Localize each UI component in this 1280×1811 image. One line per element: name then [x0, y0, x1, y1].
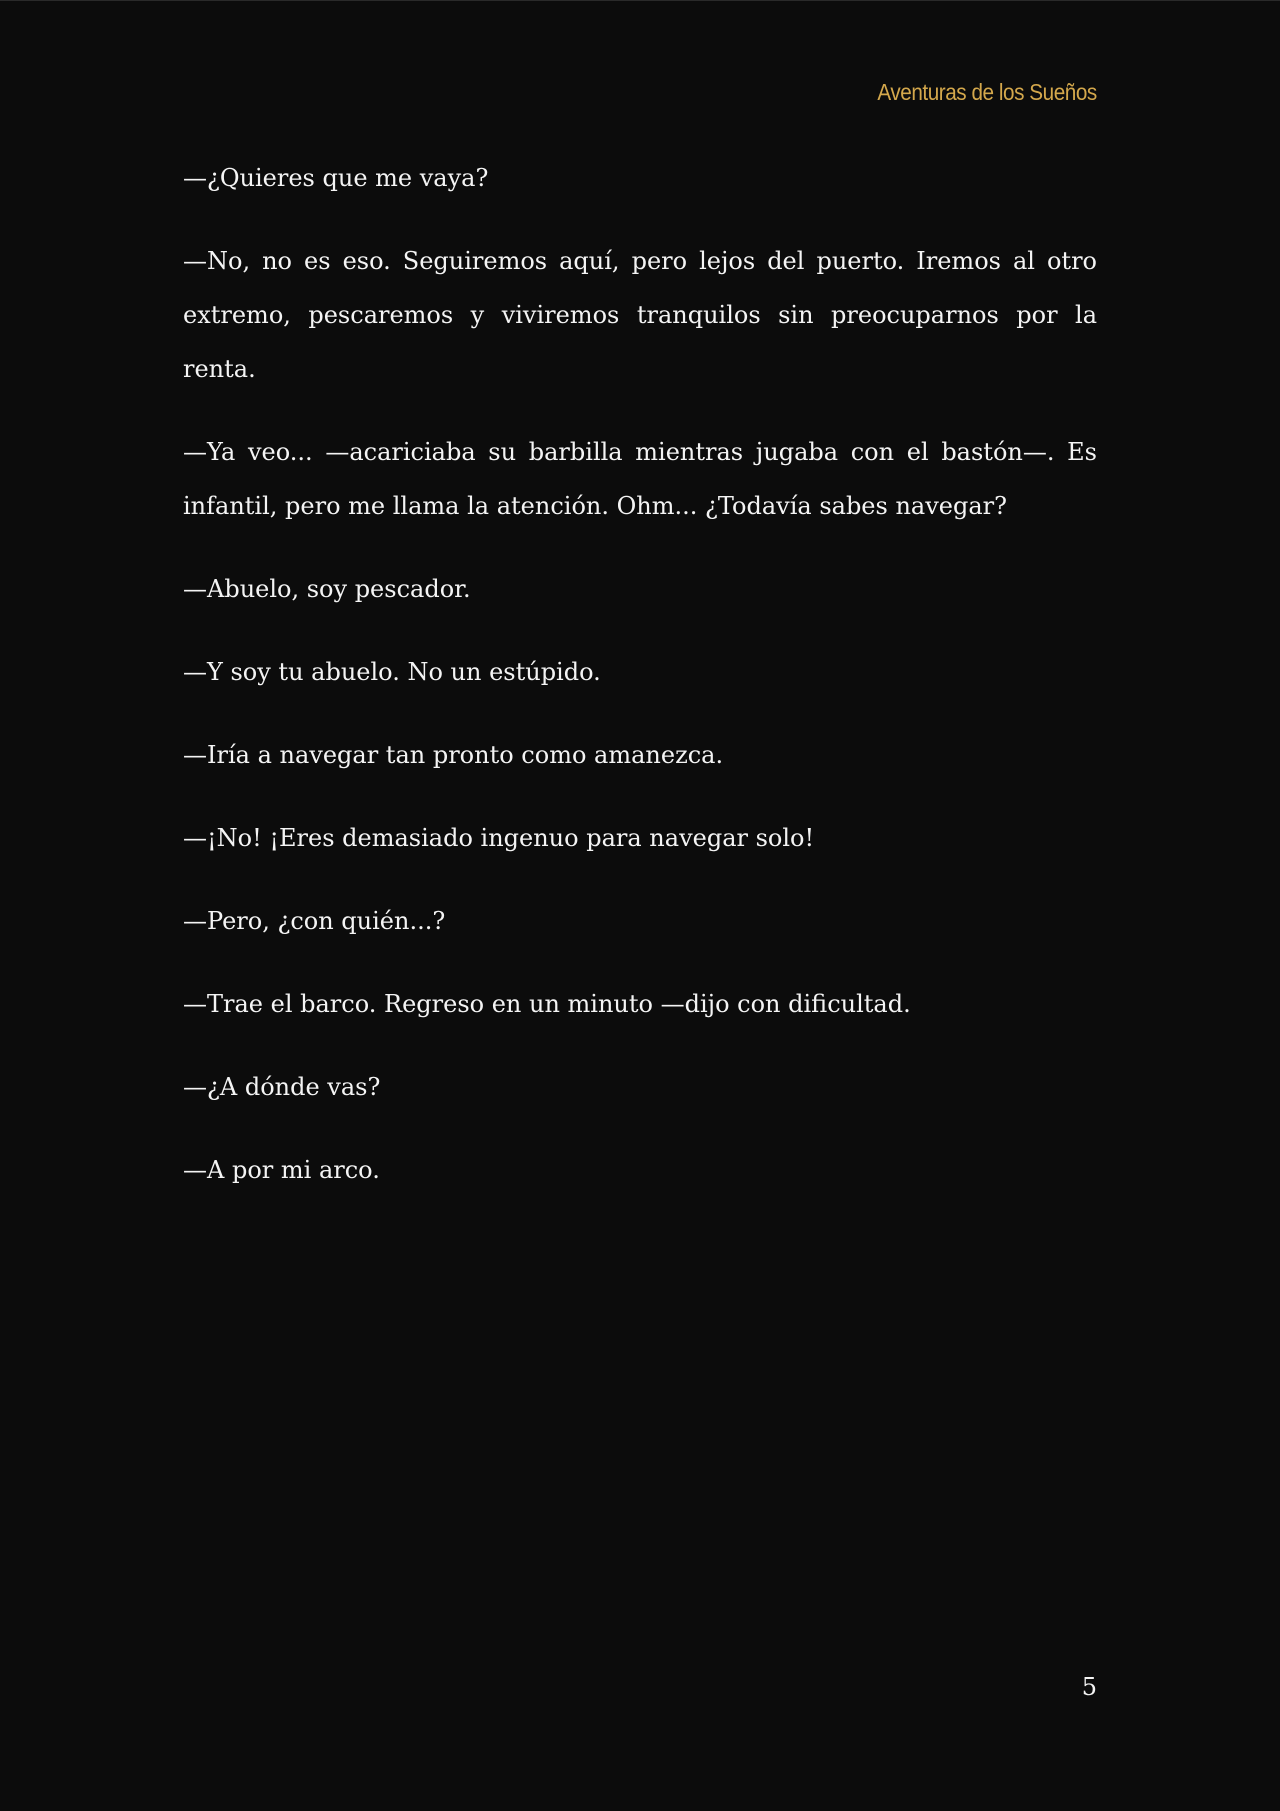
paragraph: —Iría a navegar tan pronto como amanezca.	[183, 741, 724, 769]
paragraph: —A por mi arco.	[183, 1156, 380, 1184]
paragraph: —Y soy tu abuelo. No un estúpido.	[183, 658, 601, 686]
page-body-text	[183, 151, 1097, 1226]
paragraph: —Pero, ¿con quién...?	[183, 907, 446, 935]
paragraph: —Trae el barco. Regreso en un minuto —dijo con dificultad.	[183, 990, 911, 1018]
paragraph: —¿A dónde vas?	[183, 1073, 381, 1101]
running-header-title: Aventuras de los Sueños	[877, 79, 1097, 105]
book-page	[0, 1, 1280, 1811]
paragraph: —¿Quieres que me vaya?	[183, 164, 489, 192]
paragraph: —Abuelo, soy pescador.	[183, 575, 471, 603]
paragraph: —No, no es eso. Seguiremos aquí, pero lejos del puerto. Iremos al otro extremo, pescaremos y viviremos tranquilos sin preocuparnos por la renta.	[183, 247, 1097, 383]
paragraph: —¡No! ¡Eres demasiado ingenuo para navegar solo!	[183, 824, 815, 852]
paragraph: —Ya veo... —acariciaba su barbilla mientras jugaba con el bastón—. Es infantil, pero me llama la atención. Ohm... ¿Todavía sabes navegar?	[183, 438, 1097, 520]
page-number: 5	[1081, 1673, 1097, 1701]
